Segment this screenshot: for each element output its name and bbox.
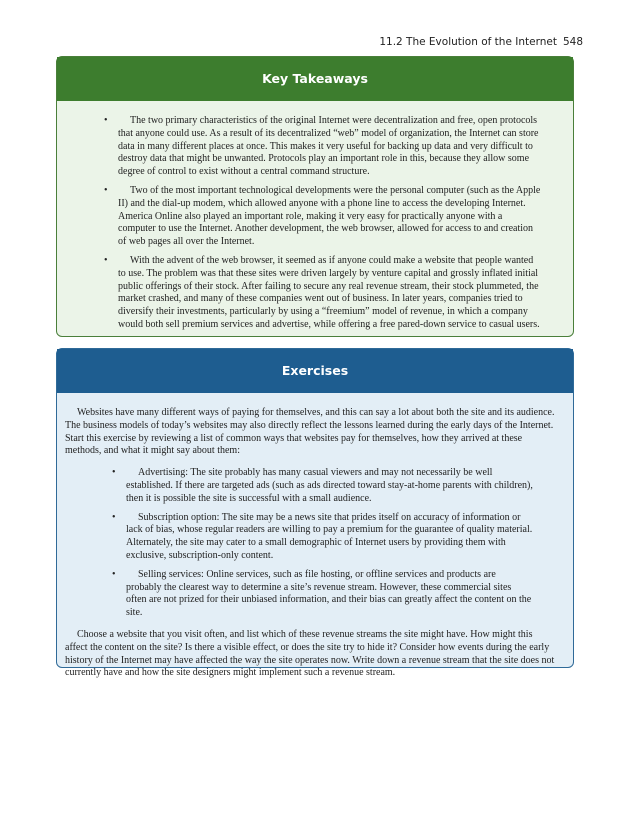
key-takeaways-list — [104, 115, 541, 332]
exercises-box — [56, 348, 574, 679]
bullet-icon: • — [112, 511, 116, 523]
list-item: • With the advent of the web browser, it seemed as if anyone could make a website that people wanted to use. The problem was that these sites were driven largely by venture capital and grossly inflated initial public offerings of their stock. After failing to secure any real revenue stream, their stock plummeted, the market crashed, and many of these companies went out of business. In later years, companies tried to diversify their investments, particularly by using a “freemium” model of revenue, in which a company would both sell premium services and advertise, while offering a free pared-down service to casual users. — [104, 254, 540, 330]
exercises-title: Exercises — [57, 349, 573, 393]
list-item: • Two of the most important technological developments were the personal computer (such as the Apple II) and the dial-up modem, which allowed anyone with a phone line to access the developing Internet. America Online also played an important role, making it very easy for practically anyone with a computer to use the Internet. Another development, the web browser, allowed for access to and creation of web pages all over the Internet. — [104, 184, 541, 248]
key-takeaways-box — [56, 56, 574, 337]
running-header — [379, 36, 583, 48]
page-number: 548 — [562, 36, 583, 48]
bullet-icon: • — [104, 254, 108, 266]
bullet-icon: • — [112, 568, 116, 580]
bullet-icon: • — [104, 184, 108, 196]
bullet-icon: • — [112, 467, 116, 479]
bullet-icon: • — [104, 115, 108, 126]
list-item: • Subscription option: The site may be a news site that prides itself on accuracy of information or lack of bias, whose regular readers are willing to pay a premium for the guarantee of quality material. Alternately, the site may cater to a small demographic of Internet users by providing them with exclusive, subscription-only content. — [112, 511, 533, 561]
list-item: • Selling services: Online services, such as file hosting, or offline services and products are probably the clearest way to determine a site’s revenue stream. However, these commercial sites often are not prized for their unbiased information, and their bias can greatly affect the content on the site. — [112, 568, 532, 619]
exercises-closing: Choose a website that you visit often, and list which of these revenue streams the site might have. How might this affect the content on the site? Is there a visible effect, or does the site try to hide it? Consider how events during the early history of the Internet may have affected the way the site operates now. Write down a revenue stream that the site does not currently have and how the site designers might implement such a revenue stream. — [65, 628, 555, 679]
exercises-list — [112, 467, 533, 620]
exercises-intro: Websites have many different ways of paying for themselves, and this can say a lot about both the site and its audience. The business models of today’s websites may also directly reflect the lessons learned during the early days of the Internet. Start this exercise by reviewing a list of common ways that websites pay for themselves, how they arrived at these methods, and what it might say about them: — [65, 407, 555, 457]
list-item: • The two primary characteristics of the original Internet were decentralization and free, open protocols that anyone could use. As a result of its decentralized “web” model of organization, the Internet can store data in many different places at once. This makes it very useful for backing up data and very difficult to destroy data that might be unwanted. Protocols play an important role in this, because they allow some degree of control to exist without a central command structure. — [104, 115, 539, 178]
section-title: 11.2 The Evolution of the Internet — [379, 36, 557, 48]
list-item: • Advertising: The site probably has many casual viewers and may not necessarily be well established. If there are targeted ads (such as ads directed toward stay-at-home parents with children), then it is possible the site is successful with a small audience. — [112, 467, 533, 504]
key-takeaways-title: Key Takeaways — [57, 57, 573, 101]
